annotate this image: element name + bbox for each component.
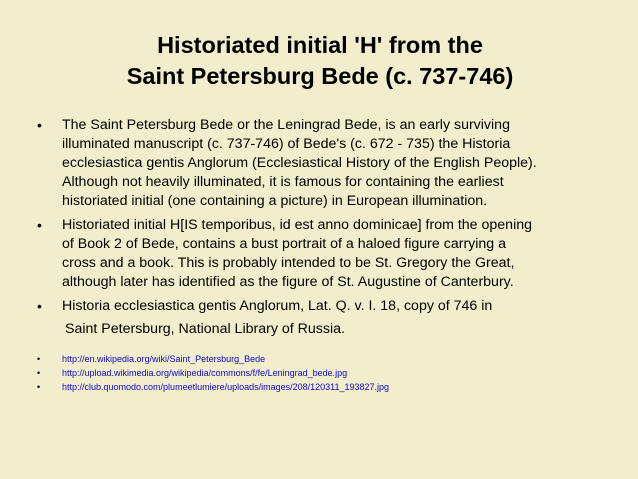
bullet-marker: • — [37, 117, 42, 133]
title-line-2: Saint Petersburg Bede (c. 737-746) — [126, 63, 514, 89]
link-item — [37, 380, 607, 394]
paragraph-line: historiated initial (one containing a picture) in European illumination. — [62, 193, 488, 209]
bullet-marker: • — [37, 217, 42, 233]
bullet-marker: • — [37, 298, 42, 314]
bullet-item-initial — [37, 216, 607, 292]
paragraph-line: cross and a book. This is probably intended to be St. Gregory the Great, — [62, 255, 515, 271]
link-wikipedia-article[interactable]: http://en.wikipedia.org/wiki/Saint_Petersburg_Bede — [62, 354, 266, 364]
link-item — [37, 352, 607, 366]
link-item — [37, 366, 607, 380]
paragraph-line: Historia ecclesiastica gentis Anglorum, Lat. Q. v. I. 18, copy of 746 in — [62, 298, 493, 314]
paragraph-line: illuminated manuscript (c. 737-746) of Bede's (c. 672 - 735) the Historia — [62, 136, 511, 152]
link-quomodo-image[interactable]: http://club.quomodo.com/plumeetlumiere/uploads/images/208/120311_193827.jpg — [62, 382, 390, 392]
bullet-marker: • — [37, 354, 41, 364]
link-wikimedia-image[interactable]: http://upload.wikimedia.org/wikipedia/commons/f/fe/Leningrad_bede.jpg — [62, 368, 348, 378]
bullet-list — [37, 116, 607, 339]
link-list — [37, 352, 607, 394]
paragraph-line: of Book 2 of Bede, contains a bust portrait of a haloed figure carrying a — [62, 236, 507, 252]
paragraph-line: ecclesiastica gentis Anglorum (Ecclesiastical History of the English People). — [62, 155, 537, 171]
bullet-marker: • — [37, 368, 41, 378]
title-line-1: Historiated initial 'H' from the — [157, 32, 483, 58]
paragraph-line: Historiated initial H[IS temporibus, id est anno dominicae] from the opening — [62, 217, 533, 233]
paragraph-line: Saint Petersburg, National Library of Russia. — [65, 321, 345, 337]
paragraph-line: The Saint Petersburg Bede or the Leningrad Bede, is an early surviving — [62, 117, 510, 133]
paragraph-line: Although not heavily illuminated, it is famous for containing the earliest — [62, 174, 504, 190]
bullet-item-source — [37, 297, 607, 339]
bullet-item-manuscript — [37, 116, 607, 211]
paragraph-line: although later has identified as the figure of St. Augustine of Canterbury. — [62, 274, 514, 290]
bullet-marker: • — [37, 382, 41, 392]
slide-title — [40, 30, 600, 92]
